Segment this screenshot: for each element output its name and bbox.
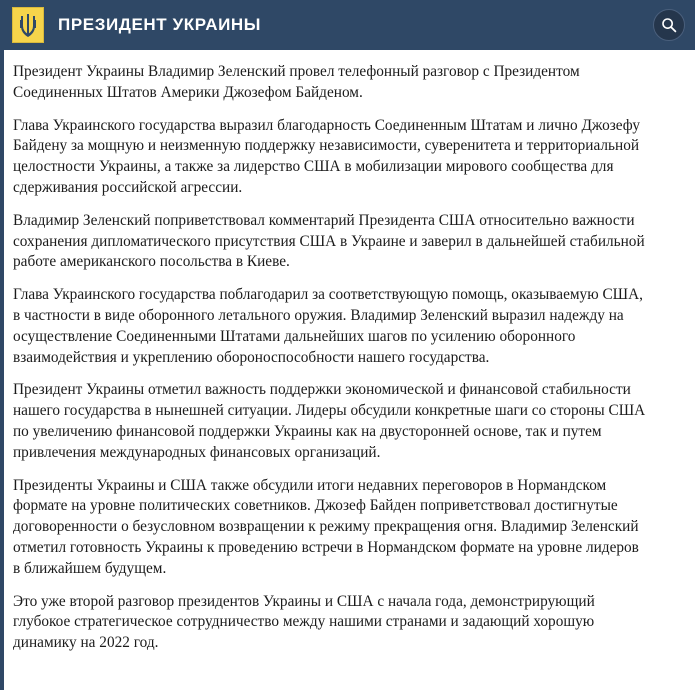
article-paragraph: Владимир Зеленский поприветствовал комментарий Президента США относительно важности сохранения дипломатического присутствия США в Украине и заверил в дальнейшей стабильной работе американского посольства в Киеве.	[13, 211, 645, 271]
site-header	[0, 0, 695, 50]
article-body	[0, 50, 695, 664]
article-paragraph: Это уже второй разговор президентов Украины и США с начала года, демонстрирующий глубокое стратегическое сотрудничество между нашими странами и задающий хорошую динамику на 2022 год.	[13, 592, 595, 652]
article-paragraph: Президент Украины Владимир Зеленский провел телефонный разговор с Президентом Соединенных Штатов Америки Джозефом Байденом.	[13, 63, 580, 101]
search-button[interactable]	[653, 9, 685, 41]
search-icon	[661, 17, 677, 33]
page-title: ПРЕЗИДЕНТ УКРАИНЫ	[58, 15, 262, 34]
article-paragraph: Президенты Украины и США также обсудили итоги недавних переговоров в Нормандском формате на уровне политических советников. Джозеф Байден поприветствовал достигнутые договоренности о безусловном возвращении к режиму прекращения огня. Владимир Зеленский отметил готовность Украины к проведению встречи в Нормандском формате на уровне лидеров в ближайшем будущем.	[13, 476, 639, 577]
article-paragraph: Глава Украинского государства выразил благодарность Соединенным Штатам и лично Джозефу Байдену за мощную и неизменную поддержку независимости, суверенитета и территориальной целостности Украины, а также за лидерство США в мобилизации мирового сообщества для сдерживания российской агрессии.	[13, 116, 640, 196]
article-paragraph: Президент Украины отметил важность поддержки экономической и финансовой стабильности нашего государства в нынешней ситуации. Лидеры обсудили конкретные шаги со стороны США по увеличению финансовой поддержки Украины как на двусторонней основе, так и путем привлечения международных финансовых организаций.	[13, 381, 646, 461]
ukraine-trident-emblem-icon	[12, 7, 44, 43]
article-paragraph: Глава Украинского государства поблагодарил за соответствующую помощь, оказываемую США, в частности в виде оборонного летального оружия. Владимир Зеленский выразил надежду на осуществление Соединенными Штатами дальнейших шагов по усилению оборонного взаимодействия и укреплению обороноспособности нашего государства.	[13, 286, 643, 366]
